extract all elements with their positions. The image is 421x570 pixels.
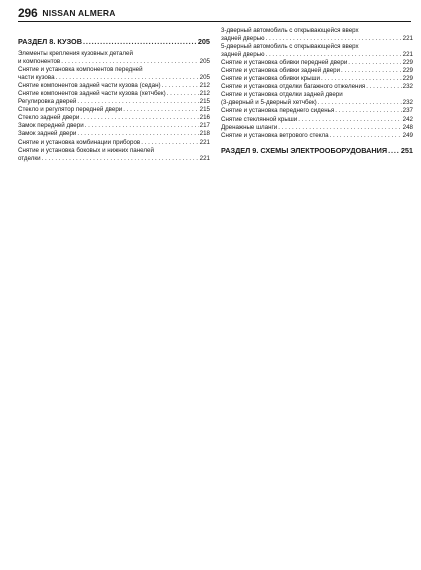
dot-leader — [76, 98, 198, 106]
toc-entry — [18, 90, 210, 98]
toc-entry-page: 249 — [402, 131, 413, 139]
toc-entry-text: отделки — [18, 154, 41, 162]
dot-leader — [79, 114, 198, 122]
toc-entry-text: Снятие и установка обивки задней двери — [221, 67, 341, 75]
toc-entry-text: задней дверью — [221, 35, 265, 43]
toc-entry: Снятие и установка боковых и нижних панелей — [18, 146, 154, 154]
dot-leader — [334, 107, 401, 115]
section-page: 205 — [197, 37, 210, 46]
toc-entry — [221, 67, 413, 75]
toc-entry — [18, 106, 210, 114]
toc-entry — [18, 74, 210, 82]
section-title: РАЗДЕЛ 9. СХЕМЫ ЭЛЕКТРООБОРУДОВАНИЯ — [221, 145, 388, 155]
toc-entry: 5-дверный автомобиль с открывающейся вверх — [221, 43, 359, 51]
dot-leader — [297, 116, 401, 124]
toc-entry-page: 232 — [402, 83, 413, 91]
dot-leader — [161, 82, 199, 90]
toc-entry-page: 205 — [199, 58, 210, 66]
toc-entry-text: Замок передней двери — [18, 122, 84, 130]
toc-entry-text: Снятие стеклянной крыши — [221, 115, 298, 123]
dot-leader — [329, 132, 402, 140]
dot-leader — [317, 99, 402, 107]
dot-leader — [387, 146, 400, 155]
toc-entry-text: задней дверью — [221, 51, 265, 59]
toc-entry-page: 212 — [199, 82, 210, 90]
dot-leader — [60, 58, 198, 66]
toc-entry-text: Дренажные шланги — [221, 123, 278, 131]
toc-entry-text: Снятие компонентов задней части кузова (хетчбек) — [18, 90, 166, 98]
toc-entry — [221, 99, 413, 107]
toc-entry-page: 221 — [402, 51, 413, 59]
toc-entry-page: 248 — [402, 123, 413, 131]
dot-leader — [365, 83, 401, 91]
toc-entry — [221, 116, 413, 124]
toc-entry — [221, 75, 413, 83]
toc-entry-page: 229 — [402, 67, 413, 75]
dot-leader — [265, 51, 402, 59]
dot-leader — [320, 75, 402, 83]
toc-entry-page: 221 — [199, 154, 210, 162]
toc-entry-text: Снятие и установка обивки крыши — [221, 75, 320, 83]
toc-entry-text: и компонентов — [18, 58, 61, 66]
toc-entry-page: 229 — [402, 59, 413, 67]
page-header — [18, 6, 411, 20]
toc-entry — [221, 59, 413, 67]
toc-entry-page: 205 — [199, 74, 210, 82]
toc-entry-text: Стекло задней двери — [18, 114, 80, 122]
toc-entry-page: 229 — [402, 75, 413, 83]
toc-entry: Снятие и установка отделки задней двери — [221, 91, 343, 99]
toc-entry — [221, 51, 413, 59]
dot-leader — [55, 74, 199, 82]
toc-entry — [18, 58, 210, 66]
section-heading-8 — [18, 37, 210, 46]
header-rule — [18, 21, 411, 22]
toc-entry-page: 215 — [199, 98, 210, 106]
toc-entry-page: 217 — [199, 122, 210, 130]
dot-leader — [122, 106, 198, 114]
toc-entry — [18, 114, 210, 122]
toc-entry-page: 218 — [199, 130, 210, 138]
toc-entry-text: части кузова — [18, 74, 55, 82]
toc-entry — [221, 132, 413, 140]
toc-entry-text: Снятие и установка переднего сиденья — [221, 107, 335, 115]
toc-entry — [18, 98, 210, 106]
toc-entry — [221, 83, 413, 91]
toc-entry-text: Замок задней двери — [18, 130, 77, 138]
toc-entry — [18, 139, 210, 147]
page-number: 296 — [18, 6, 38, 20]
toc-entry — [18, 130, 210, 138]
toc-entry — [221, 35, 413, 43]
dot-leader — [84, 122, 199, 130]
toc-entry: 3-дверный автомобиль с открывающейся вверх — [221, 27, 359, 34]
toc-left-column — [18, 37, 210, 163]
toc-entry — [221, 124, 413, 132]
book-title: NISSAN ALMERA — [42, 8, 116, 18]
dot-leader — [82, 37, 197, 46]
toc-entry-text: (3-дверный и 5-дверный хетчбек) — [221, 99, 317, 107]
dot-leader — [340, 67, 402, 75]
dot-leader — [265, 35, 402, 43]
toc-entry-page: 221 — [402, 35, 413, 43]
dot-leader — [277, 124, 401, 132]
toc-entry-text: Снятие и установка ветрового стекла — [221, 131, 329, 139]
toc-entry-page: 232 — [402, 99, 413, 107]
dot-leader — [140, 139, 198, 147]
toc-entry: Элементы крепления кузовных деталей — [18, 50, 133, 57]
toc-entry-text: Регулировка дверей — [18, 98, 77, 106]
toc-entry-text: Снятие компонентов задней части кузова (седан) — [18, 82, 161, 90]
toc-entry — [221, 107, 413, 115]
dot-leader — [41, 155, 199, 163]
toc-entry-text: Снятие и установка обивки передней двери — [221, 59, 348, 67]
dot-leader — [166, 90, 199, 98]
dot-leader — [347, 59, 401, 67]
toc-entry-page: 221 — [199, 138, 210, 146]
toc-entry-page: 242 — [402, 115, 413, 123]
toc-entry — [18, 122, 210, 130]
toc-entry-text: Снятие и установка комбинации приборов — [18, 138, 141, 146]
section-title: РАЗДЕЛ 8. КУЗОВ — [18, 37, 82, 46]
toc-right-column — [221, 27, 413, 159]
toc-entry — [18, 155, 210, 163]
toc-entry-page: 216 — [199, 114, 210, 122]
section-heading-9 — [221, 146, 413, 155]
section-page: 251 — [400, 145, 413, 155]
toc-entry-page: 215 — [199, 106, 210, 114]
toc-entry — [18, 82, 210, 90]
toc-entry-text: Снятие и установка отделки багажного отжеления — [221, 83, 366, 91]
toc-entry-text: Стекло и регулятор передней двери — [18, 106, 123, 114]
toc-entry-page: 212 — [199, 90, 210, 98]
toc-entry-page: 237 — [402, 107, 413, 115]
dot-leader — [76, 130, 198, 138]
toc-entry: Снятие и установка компонентов передней — [18, 66, 143, 74]
